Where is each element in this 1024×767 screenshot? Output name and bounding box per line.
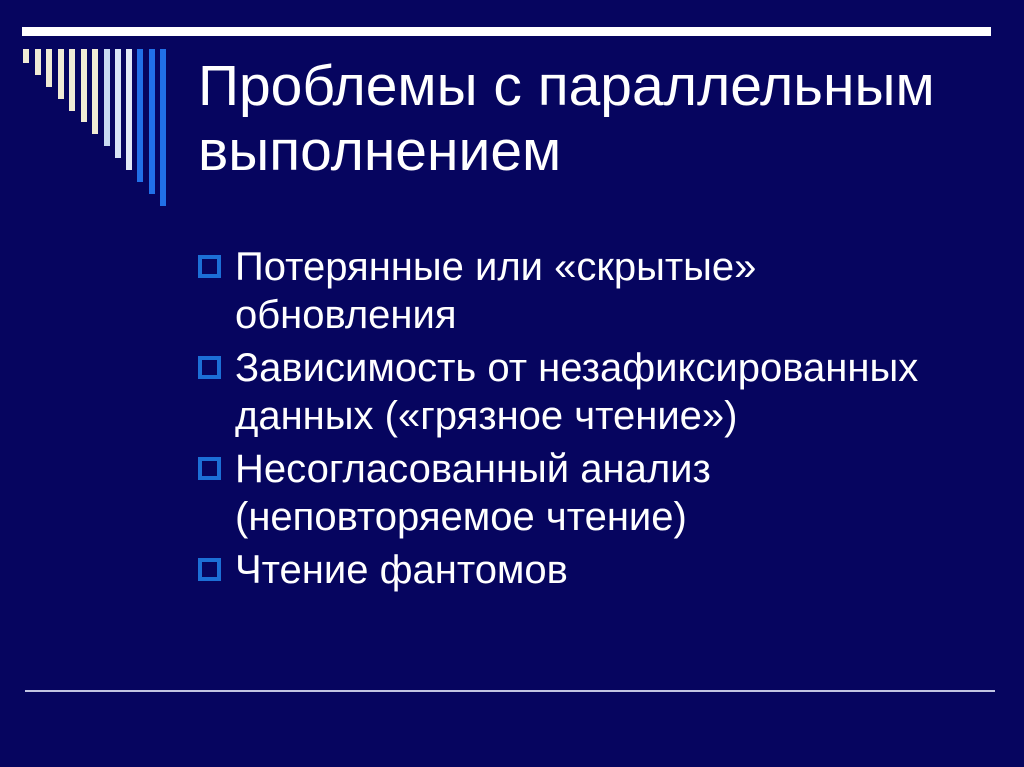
- decor-bar: [92, 49, 98, 134]
- decor-bar: [137, 49, 143, 182]
- bottom-rule: [25, 690, 995, 692]
- decor-bar: [126, 49, 132, 170]
- bullet-line: Несогласованный анализ: [235, 447, 711, 491]
- decor-bar: [149, 49, 155, 194]
- bullet-line: обновления: [235, 293, 457, 337]
- bullet-square-icon: [198, 457, 221, 480]
- decor-bar: [23, 49, 29, 63]
- decor-bar: [160, 49, 166, 206]
- bullet-item-phantom-read: [197, 546, 918, 594]
- decor-bar: [69, 49, 75, 111]
- title-line: Проблемы с параллельным: [198, 54, 935, 118]
- bullet-square-icon: [198, 356, 221, 379]
- bullet-line: Зависимость от незафиксированных: [235, 346, 919, 390]
- decor-bar: [58, 49, 64, 99]
- slide-title: [198, 54, 935, 184]
- bullet-line: Чтение фантомов: [235, 548, 568, 592]
- bullet-item-nonrepeatable-read: [197, 445, 918, 541]
- bullet-line: данных («грязное чтение»): [235, 394, 738, 438]
- bullet-line: Потерянные или «скрытые»: [235, 245, 757, 289]
- bullet-line: (неповторяемое чтение): [235, 495, 687, 539]
- decor-bar: [46, 49, 52, 87]
- top-rule: [22, 27, 991, 36]
- decor-bar: [115, 49, 121, 158]
- decor-bar: [35, 49, 41, 75]
- bullet-item-dirty-read: [197, 344, 918, 440]
- title-line: выполнением: [198, 119, 562, 183]
- bullet-item-lost-updates: [197, 243, 918, 339]
- decor-bar: [104, 49, 110, 146]
- decor-bars: [0, 49, 200, 229]
- bullet-square-icon: [198, 255, 221, 278]
- bullet-list: [197, 243, 918, 599]
- decor-bar: [81, 49, 87, 122]
- bullet-square-icon: [198, 558, 221, 581]
